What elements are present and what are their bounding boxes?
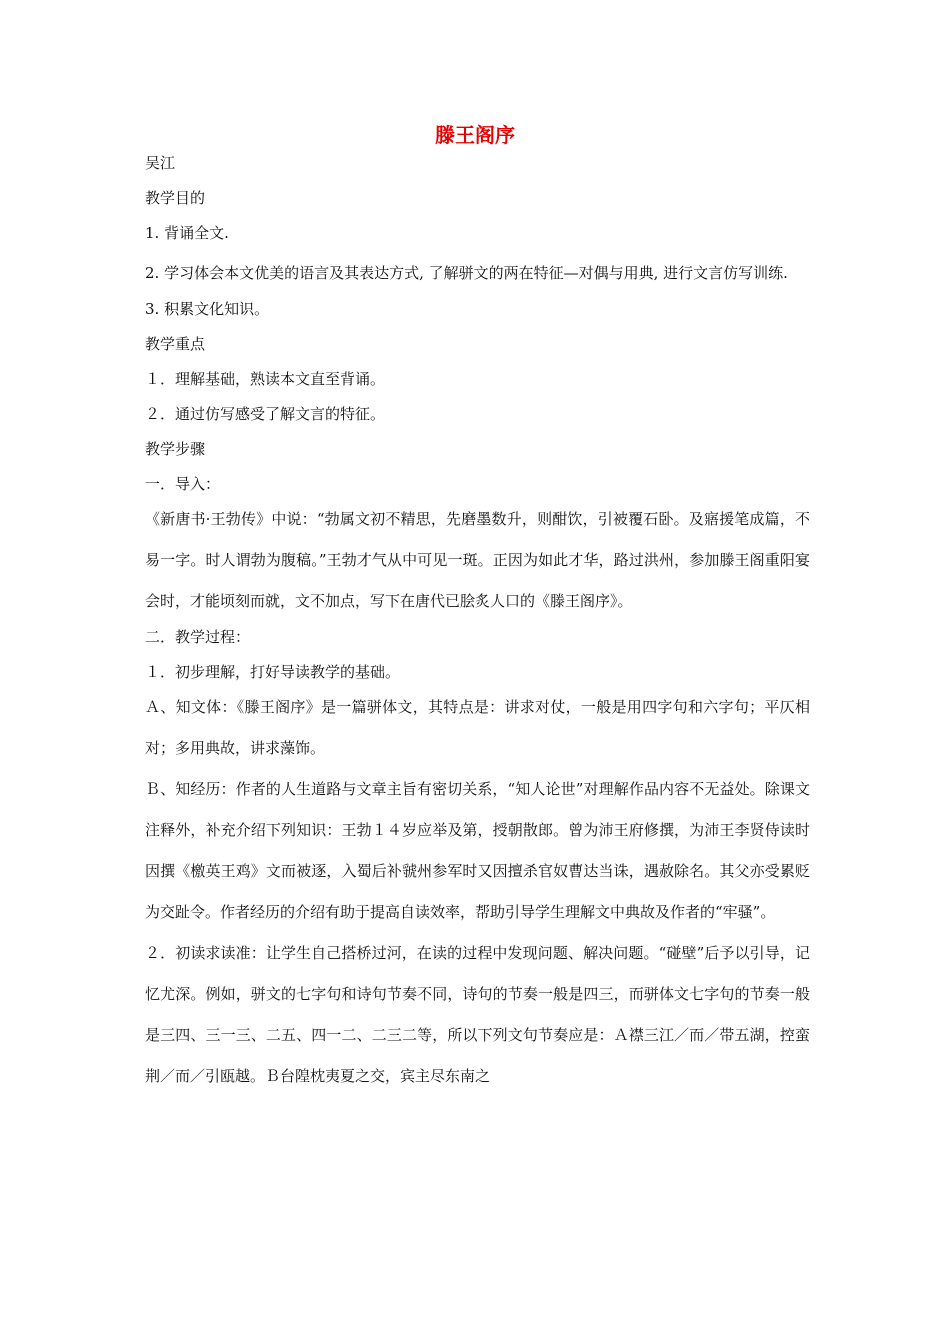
goal-item-1: 1. 背诵全文.: [145, 224, 229, 242]
goals-heading: 教学目的: [145, 189, 206, 207]
paragraph-b: Ｂ、知经历：作者的人生道路与文章主旨有密切关系，“知人论世”对理解作品内容不无益处。除课文注释外，补充介绍下列知识：王勃１４岁应举及第，授朝散郎。曾为沛王府修撰，为沛王李贤侍读时因撰《檄英王鸡》文而被逐，入蜀后补虢州参军时又因擅杀官奴曹达当诛，遇赦除名。其父亦受累贬为交趾令。作者经历的介绍有助于提高自读效率，帮助引导学生理解文中典故及作者的“牢骚”。: [145, 780, 810, 921]
author-line: 吴江: [145, 154, 176, 172]
goal-item-3: 3. 积累文化知识。: [145, 300, 270, 318]
step-2-heading: 二．教学过程：: [145, 628, 251, 646]
document-body: [145, 148, 810, 1097]
key-point-1: １．理解基础，熟读本文直至背诵。: [145, 370, 386, 388]
steps-heading: 教学步骤: [145, 440, 206, 458]
key-points-heading: 教学重点: [145, 335, 206, 353]
goal-item-2: 2. 学习体会本文优美的语言及其表达方式, 了解骈文的两在特征—对偶与用典, 进行文言仿写训练.: [145, 264, 788, 282]
process-item-1: １．初步理解，打好导读教学的基础。: [145, 663, 401, 681]
document-title: 滕王阁序: [435, 123, 515, 147]
paragraph-2: ２．初读求读准：让学生自己搭桥过河，在读的过程中发现问题、解决问题。“碰壁”后予以引导，记忆尤深。例如，骈文的七字句和诗句节奏不同，诗句的节奏一般是四三，而骈体文七字句的节奏一般是三四、三一三、二五、四一二、二三二等，所以下列文句节奏应是：Ａ襟三江／而／带五湖，控蛮荆／而／引瓯越。Ｂ台隍枕夷夏之交，宾主尽东南之: [145, 944, 810, 1085]
key-point-2: ２．通过仿写感受了解文言的特征。: [145, 405, 386, 423]
paragraph-a: Ａ、知文体：《滕王阁序》是一篇骈体文，其特点是：讲求对仗，一般是用四字句和六字句；平仄相对；多用典故，讲求藻饰。: [145, 698, 810, 757]
step-1-heading: 一．导入：: [145, 475, 221, 493]
intro-paragraph: 《新唐书·王勃传》中说：“勃属文初不精思，先磨墨数升，则酣饮，引被覆石卧。及寤援笔成篇，不易一字。时人谓勃为腹稿。”王勃才气从中可见一斑。正因为如此才华，路过洪州，参加滕王阁重阳宴会时，才能顷刻而就，文不加点，写下在唐代已脍炙人口的《滕王阁序》。: [145, 510, 810, 610]
